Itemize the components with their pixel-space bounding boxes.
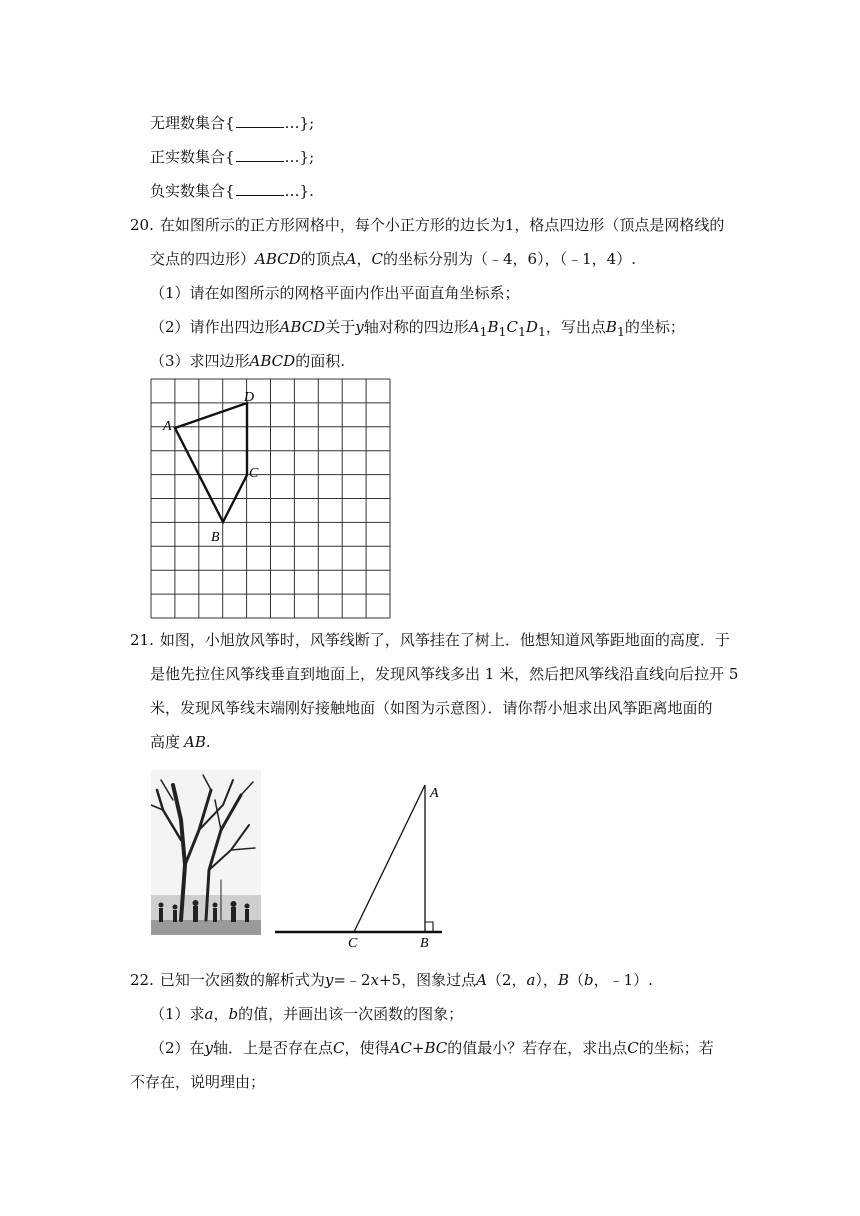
q22-part-2 [150,1038,714,1058]
math: C [506,318,518,336]
label-a: A [163,419,172,434]
q21-text: 如图，小旭放风筝时，风筝线断了，风筝挂在了树上．他想知道风筝距地面的高度．于 [159,631,730,649]
text: ）， [535,971,558,989]
answer-blank[interactable] [236,181,284,196]
math: D [525,318,538,336]
kite-tree-photo [151,770,261,935]
question-number: 21. [130,631,154,649]
subscript: 1 [498,324,507,339]
q21-line-1 [130,630,730,650]
math: y [204,1039,214,1057]
positive-real-set-line [150,147,314,167]
math: y [324,971,334,989]
answer-blank[interactable] [236,113,284,128]
math: A [468,318,480,336]
subscript: 1 [517,324,526,339]
math: a [526,971,536,989]
label-d: D [244,390,255,405]
math: BC [424,1039,448,1057]
set-tail: …}. [284,182,314,200]
text: 轴对称的四边形 [363,318,469,336]
math: ABCD [279,318,326,336]
subscript: 1 [537,324,546,339]
math: C [333,1039,345,1057]
text: （3）求四边形 [150,352,250,370]
text: 米，发现风筝线末端刚好接触地面（如图为示意图）．请你帮小旭求出风筝距离地面的 [150,699,713,717]
set-label: 负实数集合{ [150,182,235,200]
math: A [345,250,357,268]
text: 关于 [325,318,356,336]
grid-lines [151,379,390,618]
math: A [476,971,487,989]
label-c: C [249,466,259,481]
text: 的顶点 [300,250,346,268]
text: 不存在，说明理由； [130,1073,266,1091]
subscript: 1 [479,324,488,339]
math: ABCD [255,250,301,268]
text: ，写出点 [545,318,606,336]
quadrilateral-abcd [175,403,247,522]
text: ，﹣1）. [593,971,653,989]
text: 高度 [150,733,181,751]
math: b [228,1005,239,1023]
math: B [557,971,569,989]
math: AB [184,733,206,751]
q20-line-1 [130,215,724,235]
math: b [583,971,594,989]
text: 的坐标； [624,318,685,336]
label-b: B [211,530,220,545]
q20-part-1 [150,283,520,303]
text: ，使得 [344,1039,390,1057]
text: 是他先拉住风筝线垂直到地面上，发现风筝线多出 1 米，然后把风筝线沿直线向后拉开 5 [150,665,739,683]
math: x [370,971,379,989]
set-label: 无理数集合{ [150,114,235,132]
q22-line-1 [130,970,653,990]
text: 轴．上是否存在点 [213,1039,334,1057]
math: ABCD [249,352,296,370]
text: =﹣2 [333,971,371,989]
answer-blank[interactable] [236,147,284,162]
text: （1）请在如图所示的网格平面内作出平面直角坐标系； [150,284,520,302]
question-number: 22. [130,971,154,989]
text: （2）请作出四边形 [150,318,280,336]
set-tail: …}; [284,114,315,132]
math: y [355,318,364,336]
text: ， [213,1005,229,1023]
math: B [487,318,499,336]
q20-line-2 [150,249,636,269]
irrational-set-line [150,113,314,133]
text: . [205,733,211,751]
math: AC [389,1039,412,1057]
text: 的值最小？若存在，求出点 [447,1039,628,1057]
q22-part-2-cont [130,1072,265,1092]
text: （2）在 [150,1039,205,1057]
text: + [411,1039,425,1057]
math: C [627,1039,639,1057]
text: 的坐标分别为（﹣4，6），（﹣1，4）. [383,250,636,268]
negative-real-set-line [150,181,314,201]
text: （ [568,971,584,989]
q21-line-4 [150,732,211,752]
text: （2， [486,971,527,989]
text: 交点的四边形） [150,250,256,268]
grid-figure [140,370,400,625]
label-b: B [420,936,429,950]
math: a [204,1005,214,1023]
math: C [371,250,384,268]
text: （1）求 [150,1005,205,1023]
label-a: A [430,786,439,801]
q22-part-1 [150,1004,463,1024]
subscript: 1 [616,324,625,339]
q20-text: 在如图所示的正方形网格中，每个小正方形的边长为1，格点四边形（顶点是网格线的 [159,216,725,234]
text: 的值，并画出该一次函数的图象； [238,1005,464,1023]
text: 的面积. [295,352,345,370]
q20-part-2 [150,317,685,342]
text: +5，图象过点 [378,971,477,989]
set-label: 正实数集合{ [150,148,235,166]
right-angle-mark [425,922,433,932]
label-c: C [348,936,358,950]
text: ， [356,250,372,268]
segment-ac [354,785,425,932]
q21-line-2 [150,664,738,684]
q20-part-3 [150,351,345,371]
kite-triangle-diagram [270,770,460,950]
math: B [605,318,617,336]
text: 的坐标；若 [638,1039,714,1057]
text: 已知一次函数的解析式为 [159,971,325,989]
q21-line-3 [150,698,713,718]
set-tail: …}; [284,148,315,166]
question-number: 20. [130,216,154,234]
